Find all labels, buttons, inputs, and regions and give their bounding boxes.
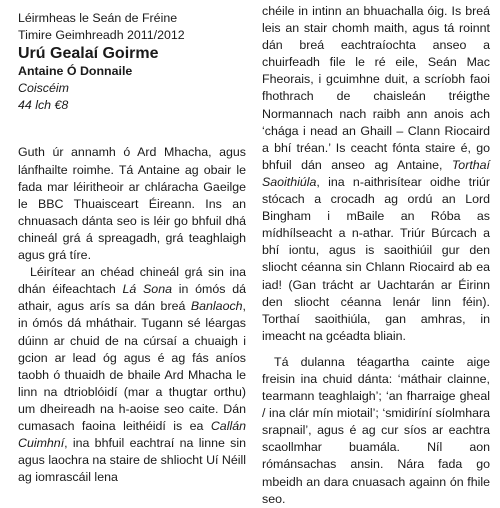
book-publisher: Coiscéim (18, 81, 69, 96)
book-details: 44 lch €8 (18, 98, 69, 113)
text-run: Guth úr annamh ó Ard Mhacha, agus lánfhailte roimhe. Tá Antaine ag obair le fada mar léiritheoir ar chláracha Gaeilge le BBC Thuaisceart Éireann. Ins an chnuasach dánta seo is léir go bhfuil dhá chineál grá á spreagadh, grá teaghlaigh agus grá tíre. (18, 145, 246, 263)
left-column (18, 0, 246, 486)
text-run: Léirítear an chéad chineál grá sin ina dhán éifeachtach (18, 265, 246, 297)
book-author: Antaine Ó Donnaile (18, 64, 133, 79)
reviewer-line: Léirmheas le Seán de Fréine (18, 11, 178, 25)
italic-title-text: Banlaoch (190, 299, 243, 314)
right-column (262, 0, 490, 508)
text-run: Tá dulanna téagartha cainte aige freisin ina chuid dánta: ‘máthair clainne, tearmann teaghlaigh’; ‘an fharraige gheal / ina clár mín miotail’; ‘smidiríní síolmhara srapnail’, agus é ag cur síos ar eachtra scaollmhar buamála. Níl aon rómánsachas ansin. Nára fada go mbeidh an dara cnuasach againn ón fhile seo. (262, 354, 490, 506)
publication-issue-line: Timire Geimhreadh 2011/2012 (18, 28, 185, 43)
review-paragraph (262, 354, 490, 508)
review-paragraph (18, 144, 246, 264)
text-run: , ina bhfuil eachtraí na linne sin agus laochra na staire de shliocht Uí Néill ag iomrascáil lena (18, 436, 246, 485)
text-run: , ina n-aithrisítear oidhe triúr stócach a crocadh ag ordú an Lord Bingham i mBaile an Róba as mídhílseacht a n-athar. Triúr Búrcach a bhí iontu, agus is saoithiúil gur den sliocht céanna sin Chlann Riocaird ab ea iad! (Gan trácht ar Uachtarán ar Éirinn den sliocht céanna lenár linn féin). Torthaí saoithiúla, gan amhras, in imeacht na gcéadta bliain. (262, 174, 490, 343)
text-run: chéile in intinn an bhuachalla óig. Is breá leis an stair chomh maith, agus tá roinnt dán breá eachtraíochta anseo a chuirfeadh file le ré eile, Seán Mac Fheorais, i gcuimhne duit, a scríobh faoi fhothrach de chaisleán tréigthe Normannach nach raibh ann anois ach ‘chága i nead an Ghaill – Clann Riocaird a bhí tréan.’ Is ceacht fónta staire é, go bhfuil dán anseo ag Antaine, (262, 4, 490, 172)
text-run: in ómós dá athair, agus arís sa dán breá (18, 282, 247, 314)
book-title: Urú Gealaí Goirme (18, 45, 159, 63)
review-paragraph (18, 264, 246, 486)
italic-title-text: Lá Sona (122, 282, 172, 297)
italic-title-text: Callán Cuimhní (18, 418, 246, 451)
text-run: , in ómós dá mháthair. Tugann sé léargas dúinn ar chuid de na cúrsaí a chuaigh i gcion ar lead óg agus é ag fás aníos taobh ó thuaidh de bhaile Ard Mhacha le linn na dtrioblóidí (mar a thugtar orthu) um dheireadh na h-aoise seo caite. Dán cumasach faoina leithéidí is ea (18, 299, 246, 433)
italic-title-text: Torthaí Saoithiúla (262, 157, 490, 189)
review-paragraph (262, 3, 490, 345)
